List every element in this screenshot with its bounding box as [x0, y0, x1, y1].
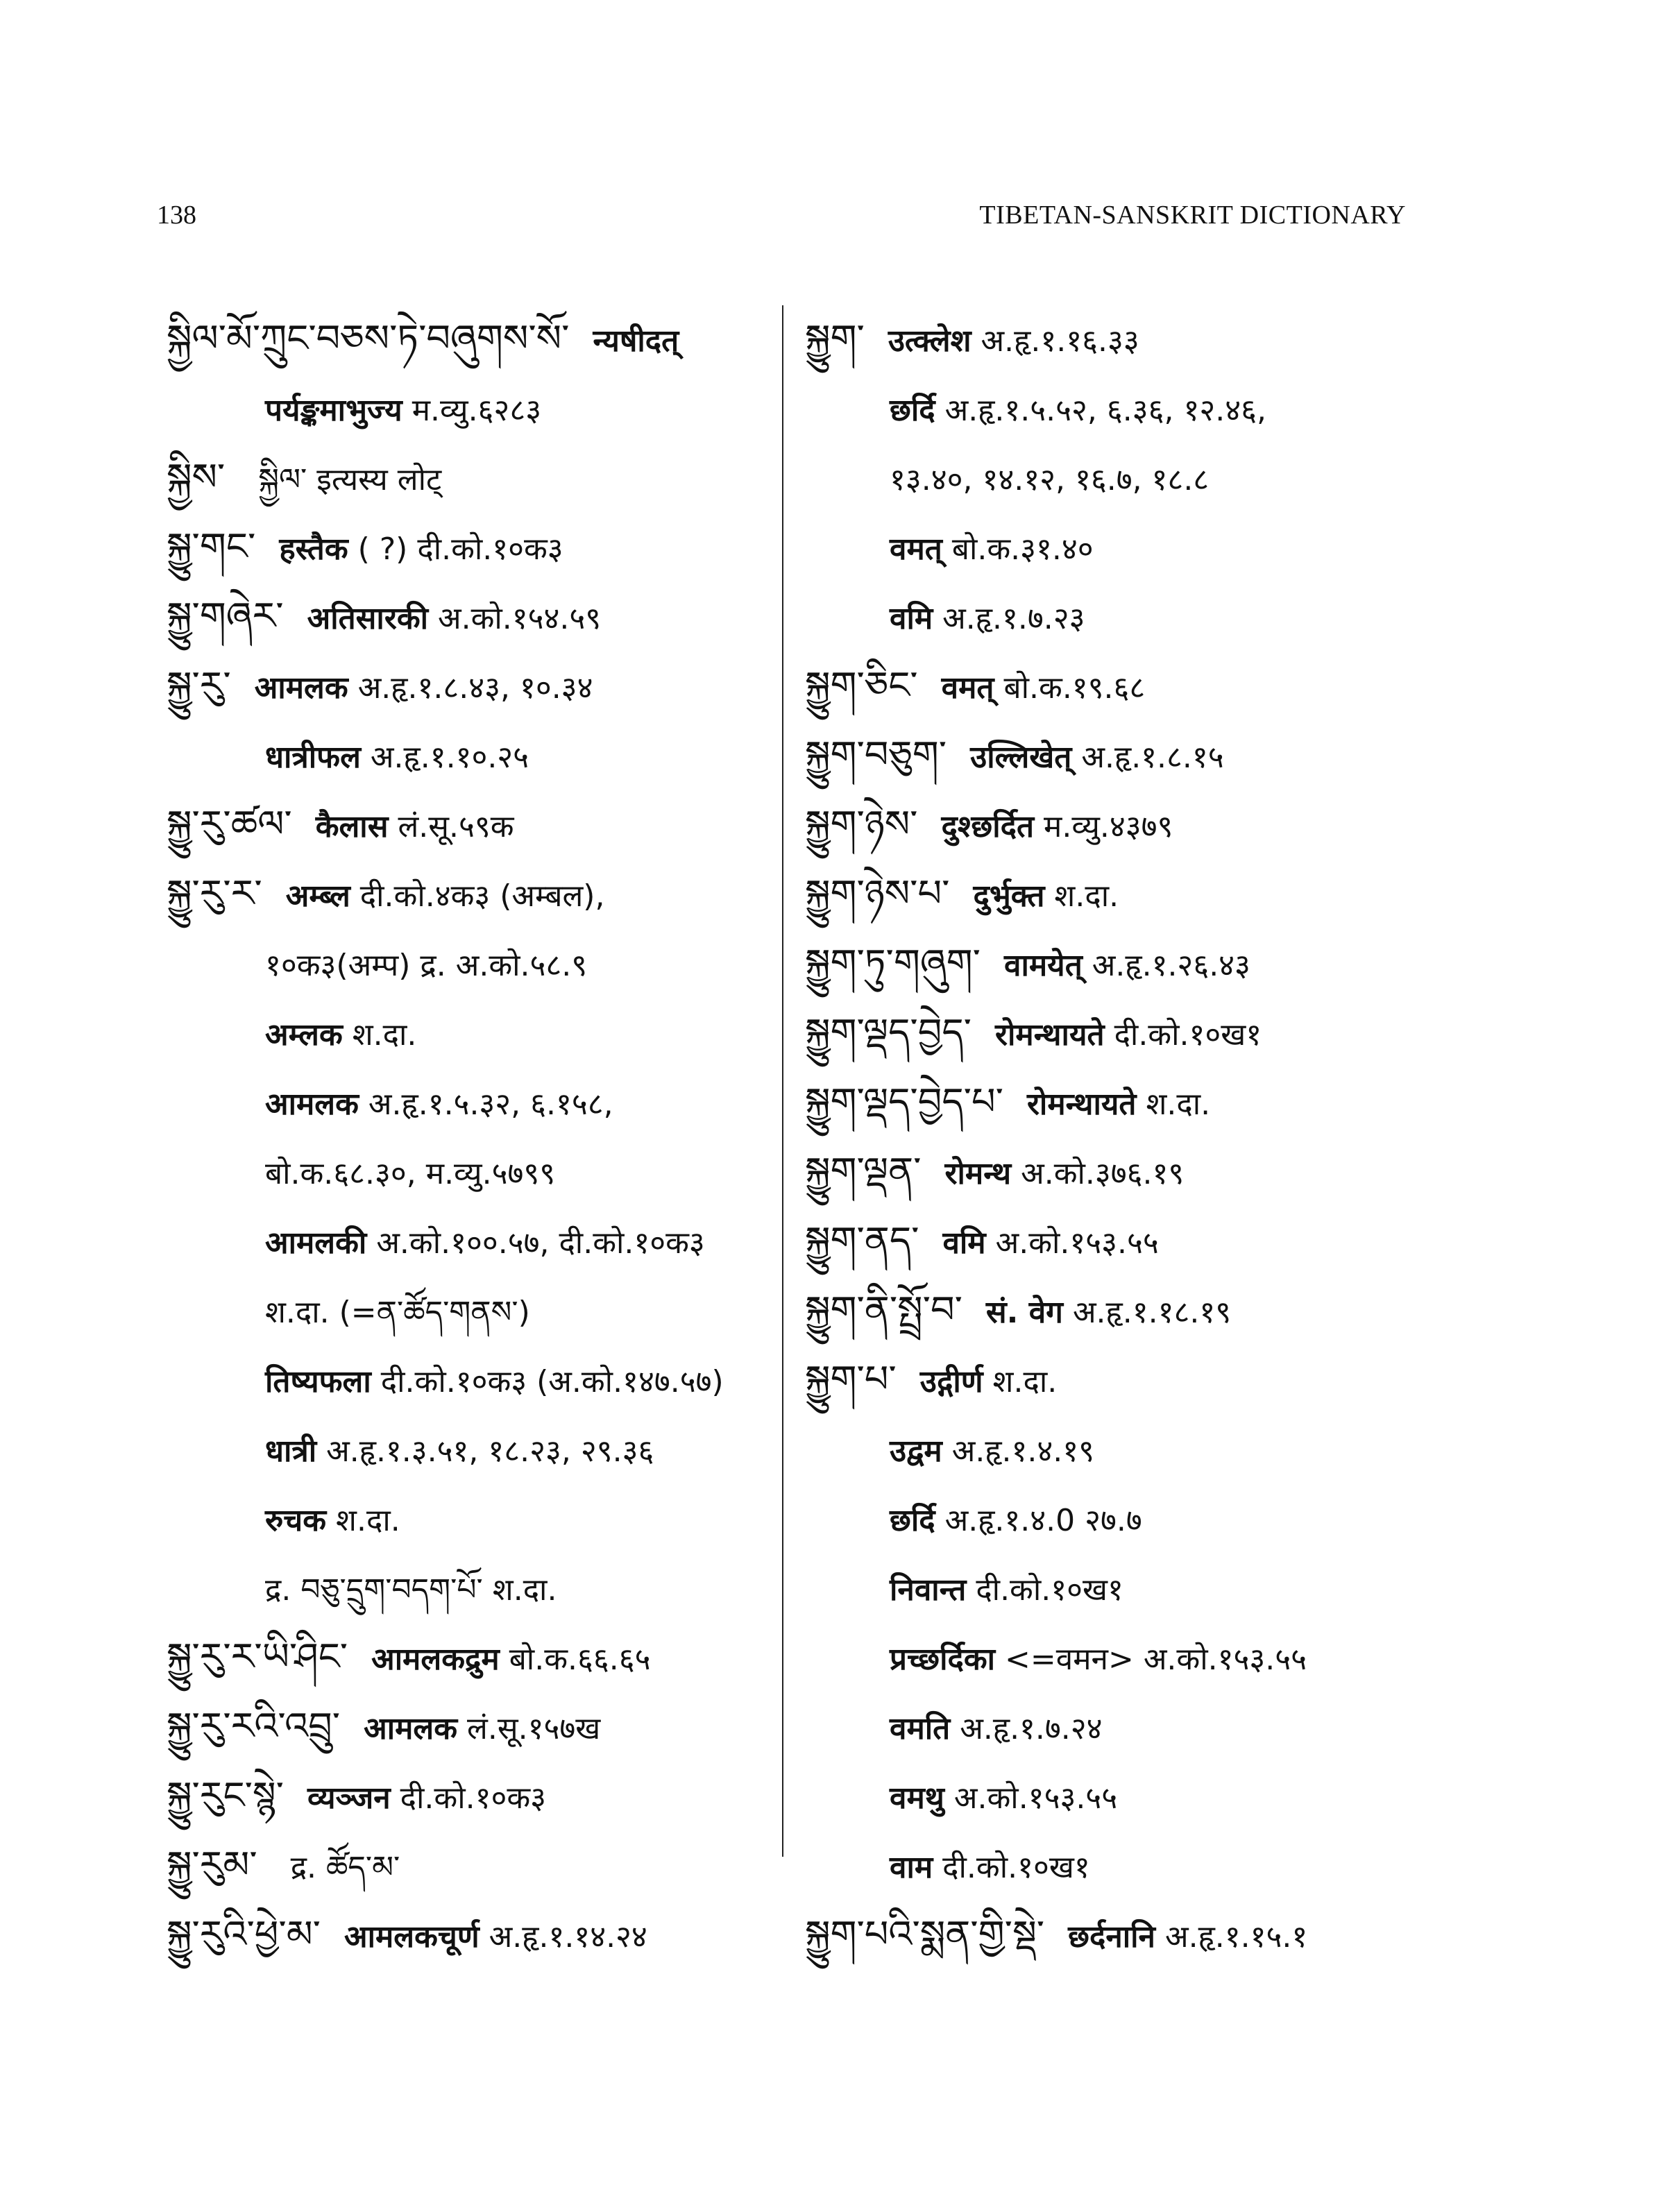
- dictionary-entry: [167, 512, 770, 581]
- tibetan-headword: སྐྱིལ་མོ་ཀྲུང་བཅས་ཏེ་བཞུགས་སོ་: [167, 316, 570, 360]
- tibetan-headword: སྐྱུག་ནད་: [805, 1218, 919, 1262]
- sanskrit-equivalent: वमत्: [941, 670, 994, 706]
- dictionary-entry: [805, 1345, 1402, 1414]
- sanskrit-equivalent: आमलकी: [265, 1225, 367, 1261]
- source-reference: अ.हृ.१.५.३२, ६.१५८,: [368, 1087, 613, 1122]
- sanskrit-equivalent: व्यञ्जन: [307, 1780, 391, 1816]
- source-reference: बो.क.३१.४०: [951, 531, 1094, 567]
- sanskrit-equivalent: निवान्त: [890, 1572, 967, 1608]
- sanskrit-equivalent: वामयेत्: [1004, 948, 1083, 983]
- source-reference: लं.सू.५९क: [398, 809, 514, 844]
- source-reference: १३.४०, १४.१२, १६.७, १८.८: [890, 462, 1210, 497]
- sanskrit-equivalent: न्यषीदत्: [593, 323, 679, 359]
- dictionary-entry: [805, 1900, 1402, 1969]
- tibetan-headword: སྐྱུག་ཅིང་: [805, 663, 918, 707]
- source-reference: अ.हृ.१.१५.१: [1164, 1919, 1308, 1955]
- tibetan-headword: སྐྱུག་ཉེས་པ་: [805, 871, 950, 915]
- dictionary-entry: [167, 790, 770, 859]
- tibetan-headword: སྐྱུ་རུ་ར་ཡི་ཤིང་: [167, 1635, 348, 1678]
- dictionary-entry: [805, 1275, 1402, 1345]
- tibetan-headword: སྐྱུ་རུང་སྙེ་: [167, 1773, 285, 1817]
- entry-continuation: [167, 1483, 770, 1553]
- source-reference: अ.हृ.१.८.४३, १०.३४: [357, 670, 593, 706]
- sanskrit-equivalent: अतिसारकी: [307, 601, 429, 636]
- dictionary-entry: [167, 1830, 770, 1900]
- tibetan-headword: སྐྱུག་ལྡད་བྱེད་པ་: [805, 1080, 1003, 1123]
- sanskrit-equivalent: रोमन्थ: [944, 1156, 1012, 1191]
- entry-continuation: [167, 1553, 770, 1622]
- tibetan-headword: སྐྱུག་ལྡད་བྱེད་: [805, 1010, 971, 1054]
- sanskrit-equivalent: वमत्: [890, 531, 942, 567]
- dictionary-entry: [167, 304, 770, 373]
- sanskrit-equivalent: छर्दनानि: [1068, 1919, 1155, 1955]
- sanskrit-equivalent: वमि: [942, 1225, 986, 1261]
- tibetan-headword: སྐྱུ་གང་: [167, 525, 256, 568]
- sanskrit-equivalent: आमलक: [364, 1711, 458, 1746]
- tibetan-headword: སྐྱུག་ཉེས་: [805, 802, 918, 846]
- tibetan-headword: སྐྱུ་རུ་ར་: [167, 871, 262, 915]
- source-reference: दी.को.१०ख१: [1114, 1017, 1262, 1053]
- source-reference: अ.को.१५३.५५: [953, 1780, 1118, 1816]
- sanskrit-equivalent: कैलास: [315, 809, 389, 844]
- entry-continuation: [167, 1067, 770, 1137]
- source-reference: अ.को.१५३.५५: [995, 1225, 1159, 1261]
- tibetan-headword: སྐྱུ་རུ་རའི་འབྲུ་: [167, 1704, 341, 1748]
- source-reference: द्र. བཅུ་དྲུག་བདག་པོ་ श.दा.: [265, 1572, 557, 1608]
- sanskrit-equivalent: उल्लिखेत्: [970, 740, 1072, 775]
- source-reference: अ.हृ.१.१६.३३: [981, 323, 1139, 359]
- dictionary-entry: [805, 998, 1402, 1067]
- source-reference: अ.हृ.१.१०.२५: [370, 740, 529, 775]
- tibetan-headword: སྐྱུག་ནི་སྤྲོ་བ་: [805, 1288, 962, 1332]
- source-reference: बो.क.६६.६५: [509, 1642, 651, 1677]
- sanskrit-equivalent: दुर्भुक्त: [973, 878, 1045, 914]
- source-reference: ( ?) दी.को.१०क३: [357, 531, 563, 567]
- running-title: TIBETAN-SANSKRIT DICTIONARY: [979, 201, 1406, 230]
- source-reference: अ.हृ.१.१४.२४: [489, 1919, 647, 1955]
- entry-continuation: [805, 1761, 1402, 1830]
- source-reference: श.दा.: [336, 1503, 400, 1538]
- sanskrit-equivalent: छर्दि: [890, 1503, 935, 1538]
- entry-continuation: [805, 1622, 1402, 1692]
- dictionary-entry: [167, 651, 770, 720]
- sanskrit-equivalent: पर्यङ्कमाभुज्य: [265, 393, 402, 428]
- sanskrit-equivalent: हस्तैक: [279, 531, 348, 567]
- source-reference: दी.को.१०क३: [400, 1780, 547, 1816]
- tibetan-headword: སྐྱུག་: [805, 316, 865, 360]
- sanskrit-equivalent: तिष्यफला: [265, 1364, 371, 1399]
- tibetan-headword: སྐྱུ་རུ་: [167, 663, 231, 707]
- source-reference: श.दा.: [1054, 878, 1119, 914]
- source-reference: अ.को.३७६.१९: [1021, 1156, 1185, 1191]
- dictionary-entry: [805, 790, 1402, 859]
- source-reference: अ.हृ.१.३.५१, १८.२३, २९.३६: [326, 1433, 654, 1469]
- source-reference: श.दा. (=ན་ཚོད་གནས་): [265, 1295, 530, 1330]
- source-reference: अ.हृ.१.८.१५: [1081, 740, 1224, 775]
- sanskrit-equivalent: रोमन्थायते: [1026, 1087, 1137, 1122]
- entry-continuation: [167, 998, 770, 1067]
- entry-continuation: [805, 1553, 1402, 1622]
- left-column: [167, 304, 770, 1969]
- source-reference: म.व्यु.४३७९: [1044, 809, 1173, 844]
- source-reference: दी.को.४क३ (अम्बल),: [359, 878, 605, 914]
- source-reference: दी.को.१०क३ (अ.को.१४७.५७): [380, 1364, 724, 1399]
- source-reference: अ.हृ.१.५.५२, ६.३६, १२.४६,: [944, 393, 1266, 428]
- entry-continuation: [167, 373, 770, 443]
- source-reference: लं.सू.१५७ख: [467, 1711, 601, 1746]
- sanskrit-equivalent: आमलकद्रुम: [371, 1642, 500, 1677]
- page-number: 138: [157, 201, 196, 230]
- sanskrit-equivalent: आमलक: [254, 670, 348, 706]
- sanskrit-equivalent: आमलक: [265, 1087, 359, 1122]
- dictionary-entry: [805, 928, 1402, 998]
- dictionary-entry: [805, 859, 1402, 928]
- dictionary-entry: [805, 1206, 1402, 1275]
- sanskrit-equivalent: प्रच्छर्दिका: [890, 1642, 996, 1677]
- entry-continuation: [805, 373, 1402, 443]
- sanskrit-equivalent: अम्लक: [265, 1017, 343, 1053]
- entry-continuation: [167, 720, 770, 790]
- entry-continuation: [805, 581, 1402, 651]
- source-reference: दी.को.१०ख१: [976, 1572, 1123, 1608]
- dictionary-entry: [805, 1067, 1402, 1137]
- entry-continuation: [167, 1206, 770, 1275]
- dictionary-entry: [167, 581, 770, 651]
- sanskrit-equivalent: उत्क्लेश: [888, 323, 971, 359]
- sanskrit-equivalent: छर्दि: [890, 393, 935, 428]
- sanskrit-equivalent: आमलकचूर्ण: [344, 1919, 480, 1955]
- sanskrit-equivalent: उद्वम: [890, 1433, 942, 1469]
- sanskrit-equivalent: दुश्छर्दित: [941, 809, 1035, 844]
- dictionary-entry: [167, 859, 770, 928]
- source-reference: སྐྱིལ་ इत्यस्य लोट्: [258, 462, 442, 497]
- source-reference: श.दा.: [352, 1017, 417, 1053]
- entry-continuation: [805, 1830, 1402, 1900]
- sanskrit-equivalent: वमति: [890, 1711, 951, 1746]
- dictionary-entry: [805, 651, 1402, 720]
- entry-continuation: [167, 1345, 770, 1414]
- tibetan-headword: སྐྱུག་བཅུག་: [805, 733, 947, 776]
- source-reference: बो.क.१९.६८: [1003, 670, 1146, 706]
- tibetan-headword: སྐྱུག་ཏུ་གཞུག་: [805, 941, 981, 985]
- dictionary-entry: [167, 443, 770, 512]
- source-reference: अ.हृ.१.७.२४: [960, 1711, 1103, 1746]
- source-reference: अ.को.१५४.५९: [438, 601, 602, 636]
- dictionary-entry: [167, 1692, 770, 1761]
- tibetan-headword: སྐྱིས་: [167, 455, 226, 499]
- source-reference: <=वमन> अ.को.१५३.५५: [1005, 1642, 1307, 1677]
- page-header: [157, 200, 1406, 235]
- source-reference: अ.हृ.१.१८.१९: [1072, 1295, 1232, 1330]
- source-reference: अ.को.१००.५७, दी.को.१०क३: [376, 1225, 705, 1261]
- right-column: [805, 304, 1402, 1969]
- column-divider: [782, 305, 783, 1857]
- tibetan-headword: སྐྱུ་གཞེར་: [167, 594, 284, 638]
- sanskrit-equivalent: धात्री: [265, 1433, 317, 1469]
- tibetan-headword: སྐྱུག་པའི་སྨན་གྱི་སྡེ་: [805, 1912, 1045, 1956]
- entry-continuation: [805, 1692, 1402, 1761]
- sanskrit-equivalent: सं. वेग: [985, 1295, 1063, 1330]
- tibetan-headword: སྐྱུ་རུ་ཚལ་: [167, 802, 292, 846]
- sanskrit-equivalent: उद्गीर्ण: [919, 1364, 983, 1399]
- source-reference: श.दा.: [1146, 1087, 1211, 1122]
- source-reference: बो.क.६८.३०, म.व्यु.५७९९: [265, 1156, 556, 1191]
- dictionary-entry: [167, 1900, 770, 1969]
- source-reference: द्र. ཚོད་མ་: [290, 1850, 400, 1885]
- sanskrit-equivalent: रोमन्थायते: [994, 1017, 1105, 1053]
- sanskrit-equivalent: वमथु: [890, 1780, 944, 1816]
- source-reference: १०क३(अम्प) द्र. अ.को.५८.९: [265, 948, 588, 983]
- entry-continuation: [167, 1414, 770, 1483]
- entry-continuation: [805, 1414, 1402, 1483]
- source-reference: अ.हृ.१.७.२३: [942, 601, 1085, 636]
- entry-continuation: [167, 928, 770, 998]
- source-reference: श.दा.: [992, 1364, 1058, 1399]
- sanskrit-equivalent: रुचक: [265, 1503, 327, 1538]
- dictionary-entry: [805, 1137, 1402, 1206]
- tibetan-headword: སྐྱུག་པ་: [805, 1357, 897, 1401]
- entry-continuation: [805, 1483, 1402, 1553]
- source-reference: अ.हृ.१.२६.४३: [1092, 948, 1250, 983]
- dictionary-entry: [167, 1622, 770, 1692]
- entry-continuation: [805, 443, 1402, 512]
- entry-continuation: [167, 1137, 770, 1206]
- sanskrit-equivalent: अम्ब्ल: [285, 878, 350, 914]
- sanskrit-equivalent: वमि: [890, 601, 933, 636]
- entry-continuation: [167, 1275, 770, 1345]
- sanskrit-equivalent: धात्रीफल: [265, 740, 361, 775]
- entry-continuation: [805, 512, 1402, 581]
- tibetan-headword: སྐྱུག་ལྡན་: [805, 1149, 922, 1193]
- sanskrit-equivalent: वाम: [890, 1850, 933, 1885]
- dictionary-entry: [167, 1761, 770, 1830]
- dictionary-entry: [805, 720, 1402, 790]
- source-reference: अ.हृ.१.४.१९: [951, 1433, 1095, 1469]
- source-reference: म.व्यु.६२८३: [411, 393, 542, 428]
- tibetan-headword: སྐྱུ་རུམ་: [167, 1843, 257, 1887]
- tibetan-headword: སྐྱུ་རུའི་ཕྱེ་མ་: [167, 1912, 321, 1956]
- source-reference: दी.को.१०ख१: [942, 1850, 1090, 1885]
- source-reference: अ.हृ.१.४.0 २७.७: [944, 1503, 1142, 1538]
- dictionary-entry: [805, 304, 1402, 373]
